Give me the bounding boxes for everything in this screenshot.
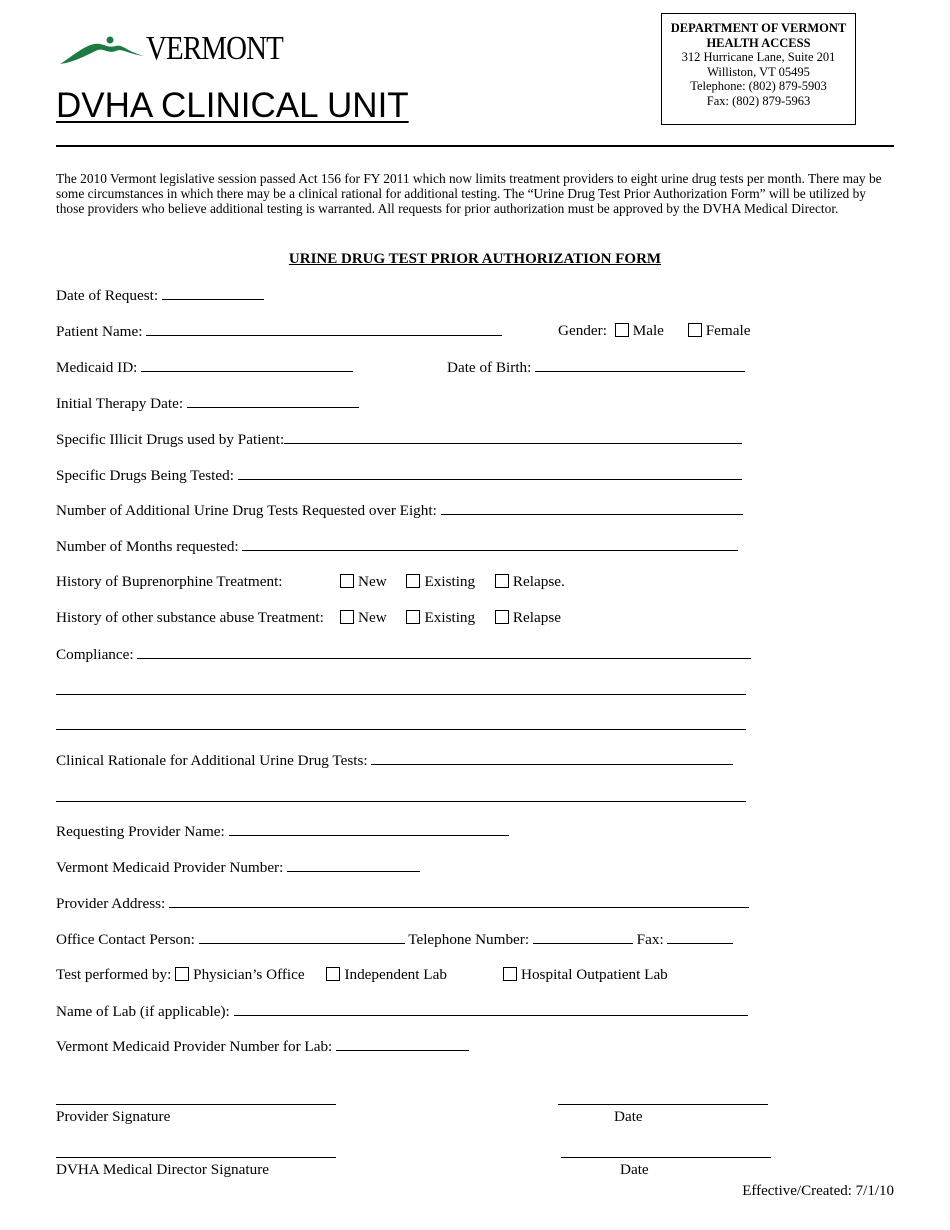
department-fax: Fax: (802) 879-5963 [706,93,811,108]
male-label: Male [632,322,664,339]
vermont-mountain-icon [58,34,148,68]
bup-history-options [340,573,565,591]
department-name: DEPARTMENT OF VERMONT HEALTH ACCESS [670,21,847,50]
telephone-label: Telephone Number: [408,931,530,948]
test-performed-row [56,966,447,984]
additional-tests-row [56,501,743,520]
bup-existing-checkbox[interactable] [406,574,420,588]
other-history-label: History of other substance abuse Treatment: [56,609,324,626]
contact-row [56,930,733,949]
director-signature-line[interactable] [56,1157,336,1158]
hospital-lab-option [503,966,668,984]
lab-provider-number-label: Vermont Medicaid Provider Number for Lab: [56,1038,333,1055]
fax-label: Fax: [636,931,664,948]
drugs-tested-row [56,466,742,485]
other-relapse-label: Relapse [512,609,561,626]
other-existing-checkbox[interactable] [406,610,420,624]
initial-therapy-label: Initial Therapy Date: [56,395,184,412]
provider-number-label: Vermont Medicaid Provider Number: [56,859,284,876]
hospital-lab-label: Hospital Outpatient Lab [521,966,668,983]
medicaid-id-row [56,358,353,377]
provider-date-label: Date [614,1108,643,1125]
compliance-row [56,645,751,664]
form-title: URINE DRUG TEST PRIOR AUTHORIZATION FORM [288,251,662,267]
bup-new-checkbox[interactable] [340,574,354,588]
effective-date: Effective/Created: 7/1/10 [742,1183,894,1199]
lab-name-row [56,1002,748,1021]
other-new-checkbox[interactable] [340,610,354,624]
female-checkbox[interactable] [688,323,702,337]
rationale-field[interactable] [371,751,733,765]
other-relapse-checkbox[interactable] [495,610,509,624]
header-divider [56,145,894,147]
gender-label: Gender: [558,322,607,339]
logo-text: VERMONT [146,30,283,67]
lab-name-label: Name of Lab (if applicable): [56,1003,230,1020]
lab-name-field[interactable] [234,1002,748,1016]
provider-address-label: Provider Address: [56,895,166,912]
independent-lab-label: Independent Lab [344,966,447,983]
fax-field[interactable] [667,930,733,944]
date-of-request-row [56,286,264,305]
compliance-label: Compliance: [56,646,134,663]
other-existing-label: Existing [424,609,476,626]
dob-label: Date of Birth: [447,359,532,376]
department-address-line1: 312 Hurricane Lane, Suite 201 [681,50,836,64]
director-signature-label: DVHA Medical Director Signature [56,1161,269,1178]
patient-name-label: Patient Name: [56,323,143,340]
medicaid-id-label: Medicaid ID: [56,359,138,376]
additional-tests-label: Number of Additional Urine Drug Tests Requested over Eight: [56,502,437,519]
contact-person-field[interactable] [199,930,405,944]
unit-title: DVHA CLINICAL UNIT [56,86,409,125]
male-checkbox[interactable] [615,323,629,337]
telephone-field[interactable] [533,930,633,944]
dob-field[interactable] [535,358,745,372]
compliance-line-2[interactable] [56,694,746,695]
female-label: Female [705,322,751,339]
provider-date-line[interactable] [558,1104,768,1105]
intro-paragraph: The 2010 Vermont legislative session passed Act 156 for FY 2011 which now limits treatment providers to eight urine drug tests per month. There may be some circumstances in which there may be a clinical rational for additional testing. The “Urine Drug Test Prior Authorization Form” will be utilized by those providers who believe additional testing is warranted. All requests for prior authorization must be approved by the DVHA Medical Director. [56,171,882,217]
vermont-logo [58,30,298,70]
provider-number-row [56,858,420,877]
bup-existing-label: Existing [424,573,476,590]
other-new-label: New [358,609,387,626]
bup-relapse-checkbox[interactable] [495,574,509,588]
department-info-box [661,13,856,125]
physicians-office-label: Physician’s Office [193,966,305,983]
provider-signature-line[interactable] [56,1104,336,1105]
initial-therapy-field[interactable] [187,394,359,408]
director-date-line[interactable] [561,1157,771,1158]
medicaid-id-field[interactable] [141,358,353,372]
months-label: Number of Months requested: [56,538,239,555]
drugs-tested-label: Specific Drugs Being Tested: [56,467,234,484]
additional-tests-field[interactable] [441,501,743,515]
date-of-request-field[interactable] [162,286,264,300]
other-history-options [340,609,561,627]
date-of-request-label: Date of Request: [56,287,159,304]
other-history-row [56,609,324,627]
months-field[interactable] [242,537,738,551]
rationale-line-2[interactable] [56,801,746,802]
compliance-line-3[interactable] [56,729,746,730]
drugs-tested-field[interactable] [238,466,742,480]
test-performed-label: Test performed by: [56,966,172,983]
initial-therapy-row [56,394,359,413]
compliance-field[interactable] [137,645,751,659]
provider-name-row [56,822,509,841]
rationale-row [56,751,733,770]
department-address-line2: Williston, VT 05495 [707,64,810,79]
bup-history-label: History of Buprenorphine Treatment: [56,573,283,590]
patient-name-row [56,322,502,341]
illicit-drugs-label: Specific Illicit Drugs used by Patient: [56,431,285,448]
months-row [56,537,738,556]
gender-row [558,322,750,340]
provider-name-label: Requesting Provider Name: [56,823,225,840]
director-date-label: Date [620,1161,649,1178]
hospital-lab-checkbox[interactable] [503,967,517,981]
bup-history-row [56,573,283,591]
provider-name-field[interactable] [229,822,509,836]
bup-new-label: New [358,573,387,590]
independent-lab-checkbox[interactable] [326,967,340,981]
provider-address-field[interactable] [169,894,749,908]
bup-relapse-label: Relapse. [512,573,565,590]
lab-provider-number-row [56,1037,469,1056]
dob-row [447,358,745,377]
lab-provider-number-field[interactable] [336,1037,469,1051]
patient-name-field[interactable] [146,322,502,336]
provider-address-row [56,894,749,913]
provider-number-field[interactable] [287,858,420,872]
physicians-office-checkbox[interactable] [175,967,189,981]
contact-person-label: Office Contact Person: [56,931,195,948]
illicit-drugs-row [56,430,742,449]
department-phone: Telephone: (802) 879-5903 [690,79,827,93]
rationale-label: Clinical Rationale for Additional Urine Drug Tests: [56,752,368,769]
provider-signature-label: Provider Signature [56,1108,171,1125]
illicit-drugs-field[interactable] [284,430,742,444]
